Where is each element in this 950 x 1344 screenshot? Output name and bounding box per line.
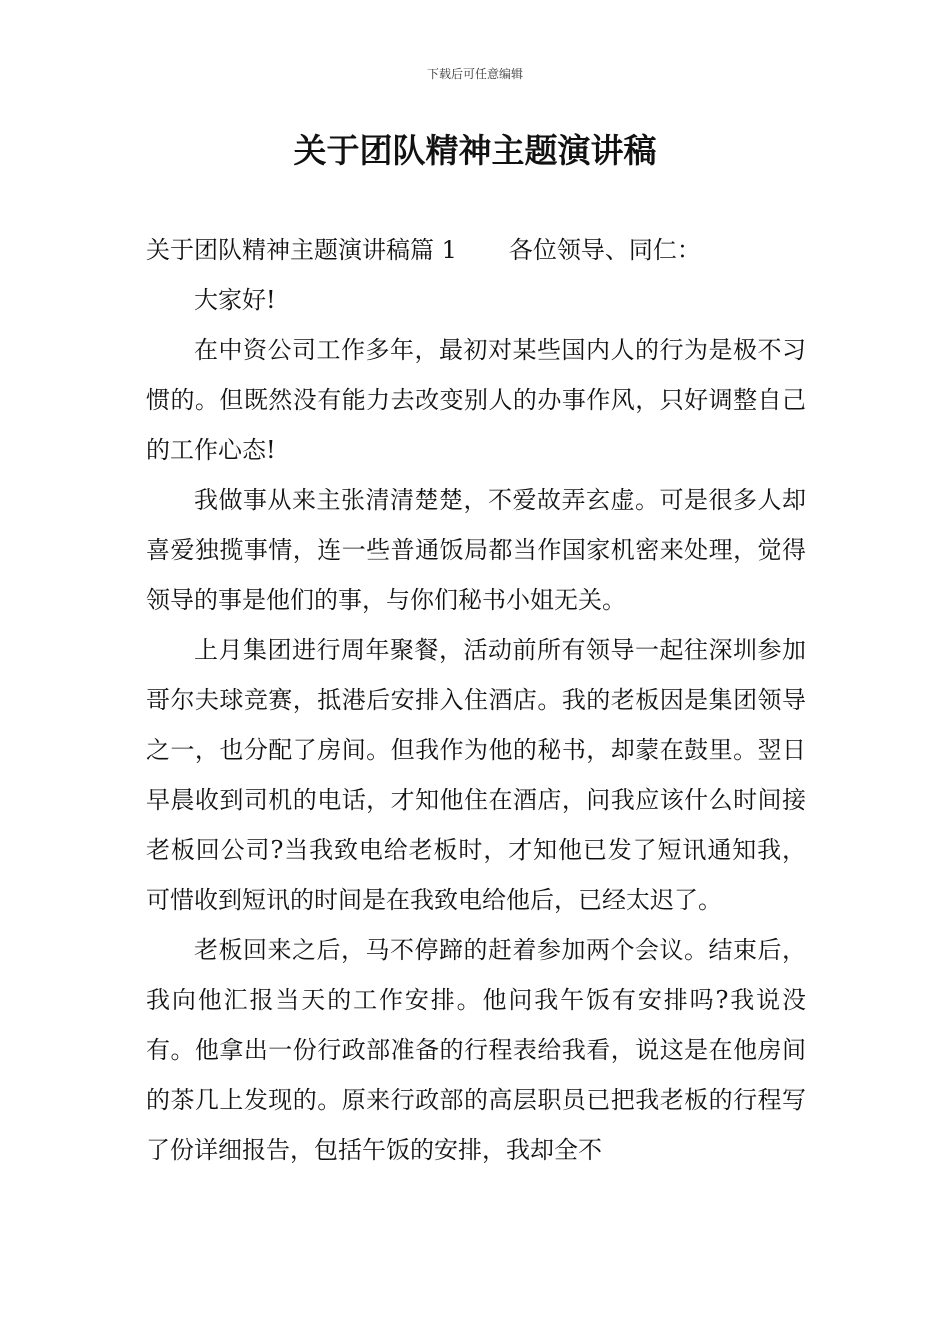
salutation: 各位领导、同仁： — [508, 236, 701, 264]
paragraph: 在中资公司工作多年，最初对某些国内人的行为是极不习惯的。但既然没有能力去改变别人的办事作风，只好调整自己的工作心态! — [146, 336, 806, 464]
intro-line — [146, 225, 806, 275]
paragraph: 老板回来之后，马不停蹄的赶着参加两个会议。结束后，我向他汇报当天的工作安排。他问我午饭有安排吗?我说没有。他拿出一份行政部准备的行程表给我看，说这是在他房间的茶几上发现的。原来行政部的高层职员已把我老板的行程写了份详细报告，包括午饭的安排，我却全不 — [146, 936, 806, 1164]
header-note: 下载后可任意编辑 — [426, 67, 523, 81]
paragraph-greeting: 大家好! — [194, 286, 276, 314]
document-title: 关于团队精神主题演讲稿 — [293, 131, 657, 170]
intro-heading: 关于团队精神主题演讲稿篇 1 — [146, 236, 457, 264]
paragraph: 上月集团进行周年聚餐，活动前所有领导一起往深圳参加哥尔夫球竞赛，抵港后安排入住酒店。我的老板因是集团领导之一，也分配了房间。但我作为他的秘书，却蒙在鼓里。翌日早晨收到司机的电话，才知他住在酒店，问我应该什么时间接老板回公司?当我致电给老板时，才知他已发了短讯通知我，可惜收到短讯的时间是在我致电给他后，已经太迟了。 — [146, 636, 806, 914]
paragraph: 我做事从来主张清清楚楚，不爱故弄玄虚。可是很多人却喜爱独揽事情，连一些普通饭局都当作国家机密来处理，觉得领导的事是他们的事，与你们秘书小姐无关。 — [146, 486, 806, 614]
document-body — [146, 225, 806, 1175]
